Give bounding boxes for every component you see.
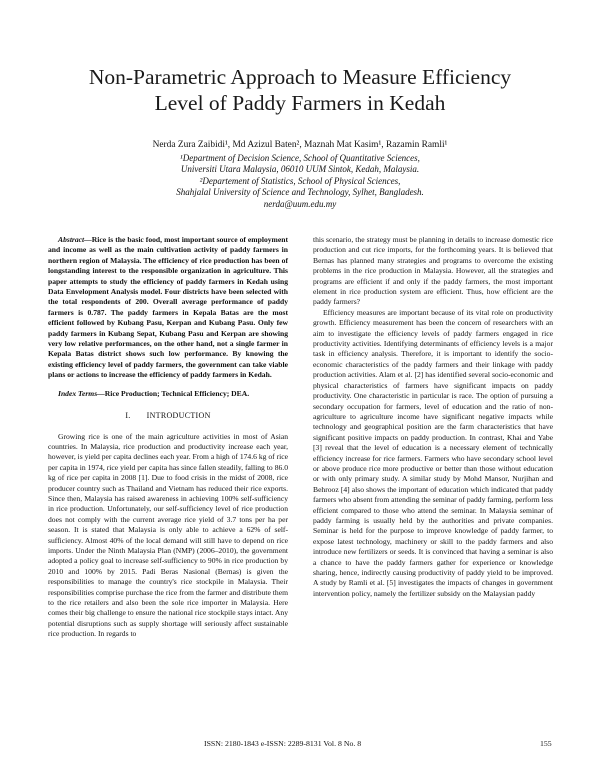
index-terms-label: Index Terms— [58,388,105,398]
affiliation-1-line-2: Universiti Utara Malaysia, 06010 UUM Sintok, Kedah, Malaysia. [180,164,420,175]
index-terms-text: Rice Production; Technical Efficiency; DEA. [104,388,250,398]
affiliation-2-line-2: Shahjalal University of Science and Technology, Sylhet, Bangladesh. [176,187,424,198]
title-line-1: Non-Parametric Approach to Measure Efficiency [88,65,512,89]
affiliation-2-line-1: ²Departement of Statistics, School of Physical Sciences, [199,175,401,186]
left-column [48,235,288,640]
section-title: INTRODUCTION [146,411,211,421]
title-line-2: Level of Paddy Farmers in Kedah [154,91,446,115]
section-heading [48,411,288,421]
author-block [40,140,560,211]
intro-paragraph-2: Efficiency measures are important because of its vital role on productivity growth. Efficiency measurement has been the concern of researchers with an aim to investigate the efficiency levels of paddy farmers engaged in rice productivity activities. Identifying determinants of efficiency levels is a major task in efficiency analysis. Therefore, it is important to identify the socio-economic characteristics of the paddy farmers and their linkage with paddy production activities. Alam et al. [2] has identified several socio-economic and physical characteristics of farmers have significant impacts on paddy productivity. One characteristic in particular is race. The option of pursuing a secondary occupation for farmers, level of education and the ratio of non-agriculture to agriculture income have significant negative impacts while technology and geographical position are the farm characteristics that have significant positive impacts on paddy production. In contrast, Khai and Yabe [3] reveal that the level of education is a necessary element of technically efficiency increase for rice farmers. Farmers who have secondary school level or above produce rice more productive or better than those without education or with only primary study. A similar study by Mohd Mansor, Nurjihan and Behrooz [4] also shows the important of education which indicated that paddy farmers who absent from attending the seminar of paddy farming, perform less efficient compared to those who attend the seminar. In Malaysia seminar of paddy farming is usually held by the authorities and private companies. Seminar is held for the purpose to improve knowledge of paddy farmer, to expose latest technology, machinery or skill to the paddy farmers and also introduce new fertilizers or seeds. It is convinced that having a seminar is also a chance to have the paddy farmers gather for experience or knowledge sharing, hence, indirectly causing productivity of paddy yield to be improved. A study by Ramli et al. [5] investigates the impacts of changes in government intervention policy, namely the fertilizer subsidy on the Malaysian paddy [313,307,553,598]
affiliation-1-line-1: ¹Department of Decision Science, School of Quantitative Sciences, [180,152,420,163]
paper-title [30,64,570,116]
section-number: I. [125,411,131,421]
page-number: 155 [540,739,552,748]
author-email: nerda@uum.edu.my [263,198,337,209]
author-names: Nerda Zura Zaibidi¹, Md Azizul Baten², Maznah Mat Kasim¹, Razamin Ramli¹ [152,140,448,150]
footer-issn: ISSN: 2180-1843 e-ISSN: 2289-8131 Vol. 8 No. 8 [204,739,362,748]
abstract-text: Rice is the basic food, most important source of employment and income as well as the main cultivation activity of paddy farmers in northern region of Malaysia. The efficiency of rice production has been of longstanding interest to the responsible organization in agriculture. This paper attempts to study the efficiency of paddy farmers in Kedah using Data Envelopment Analysis model. Four districts have been selected with the total respondents of 200. Overall average performance of paddy farmers is 0.787. The paddy farmers in Kepala Batas are the most efficient followed by Kubang Pasu, Kerpan and Kubang Pasu. Only few paddy farmers in Kubang Sepat, Kubang Pasu and Kerpan are showing very low relative performances, on the other hand, not a single farmer in Kepala Batas district shows such low performance. By knowing the existing efficiency level of paddy farmers, the government can take viable plans or actions to increase the efficiency of paddy farmers in Kedah. [48,235,288,380]
intro-paragraph-1: Growing rice is one of the main agriculture activities in most of Asian countries. In Malaysia, rice production and productivity increase each year, however, is yield per capita declines each year. From a high of 174.6 kg of rice per capita in 1974, rice yield per capita has since fallen steadily, falling to 86.0 kg of rice per capita in 2008 [1]. Due to food crisis in the midst of 2008, rice producer country such as Thailand and Vietnam has reduced their rice exports. Since then, Malaysia has raised awareness in achieving 100% self-sufficiency in rice production. Unfortunately, our self-sufficiency level of rice production does not comply with the current average rice yield of 3.7 tons per ha per season. It is stated that Malaysia is only able to achieve a 62% of self-sufficiency. Almost 40% of the local demand will still have to depend on rice imports. Under the Ninth Malaysia Plan (NMP) (2006–2010), the government adopted a policy goal to increase self-sufficiency to 90% in rice production by 2010 and 100% by 2015. Padi Beras Nasional (Bernas) is given the responsibilities to manage the country's rice stockpile in Malaysia. Their responsibilities comprise purchase the rice from the farmer and distribute them to the rice retailers and also been the sole rice importer in Malaysia. Here comes their big challenge to ensure the national rice stockpile stays intact. Any potential disruptions such as supply shortage will seriously affect sustainable rice production. In regards to [48,431,288,639]
right-column [313,235,553,599]
abstract-label: Abstract— [58,235,92,244]
abstract [48,235,288,381]
index-terms [48,389,288,399]
intro-paragraph-continued: this scenario, the strategy must be planning in details to increase domestic rice production and cut rice imports, for the forthcoming years. It is believed that Bernas has planned many strategies and programs to overcome the existing problems in the rice production in Malaysia. However, all the strategies and programs are efficient if and only if the paddy farmers, the most important element in rice production system are efficient. Thus, how efficient are the paddy farmers? [313,235,553,307]
